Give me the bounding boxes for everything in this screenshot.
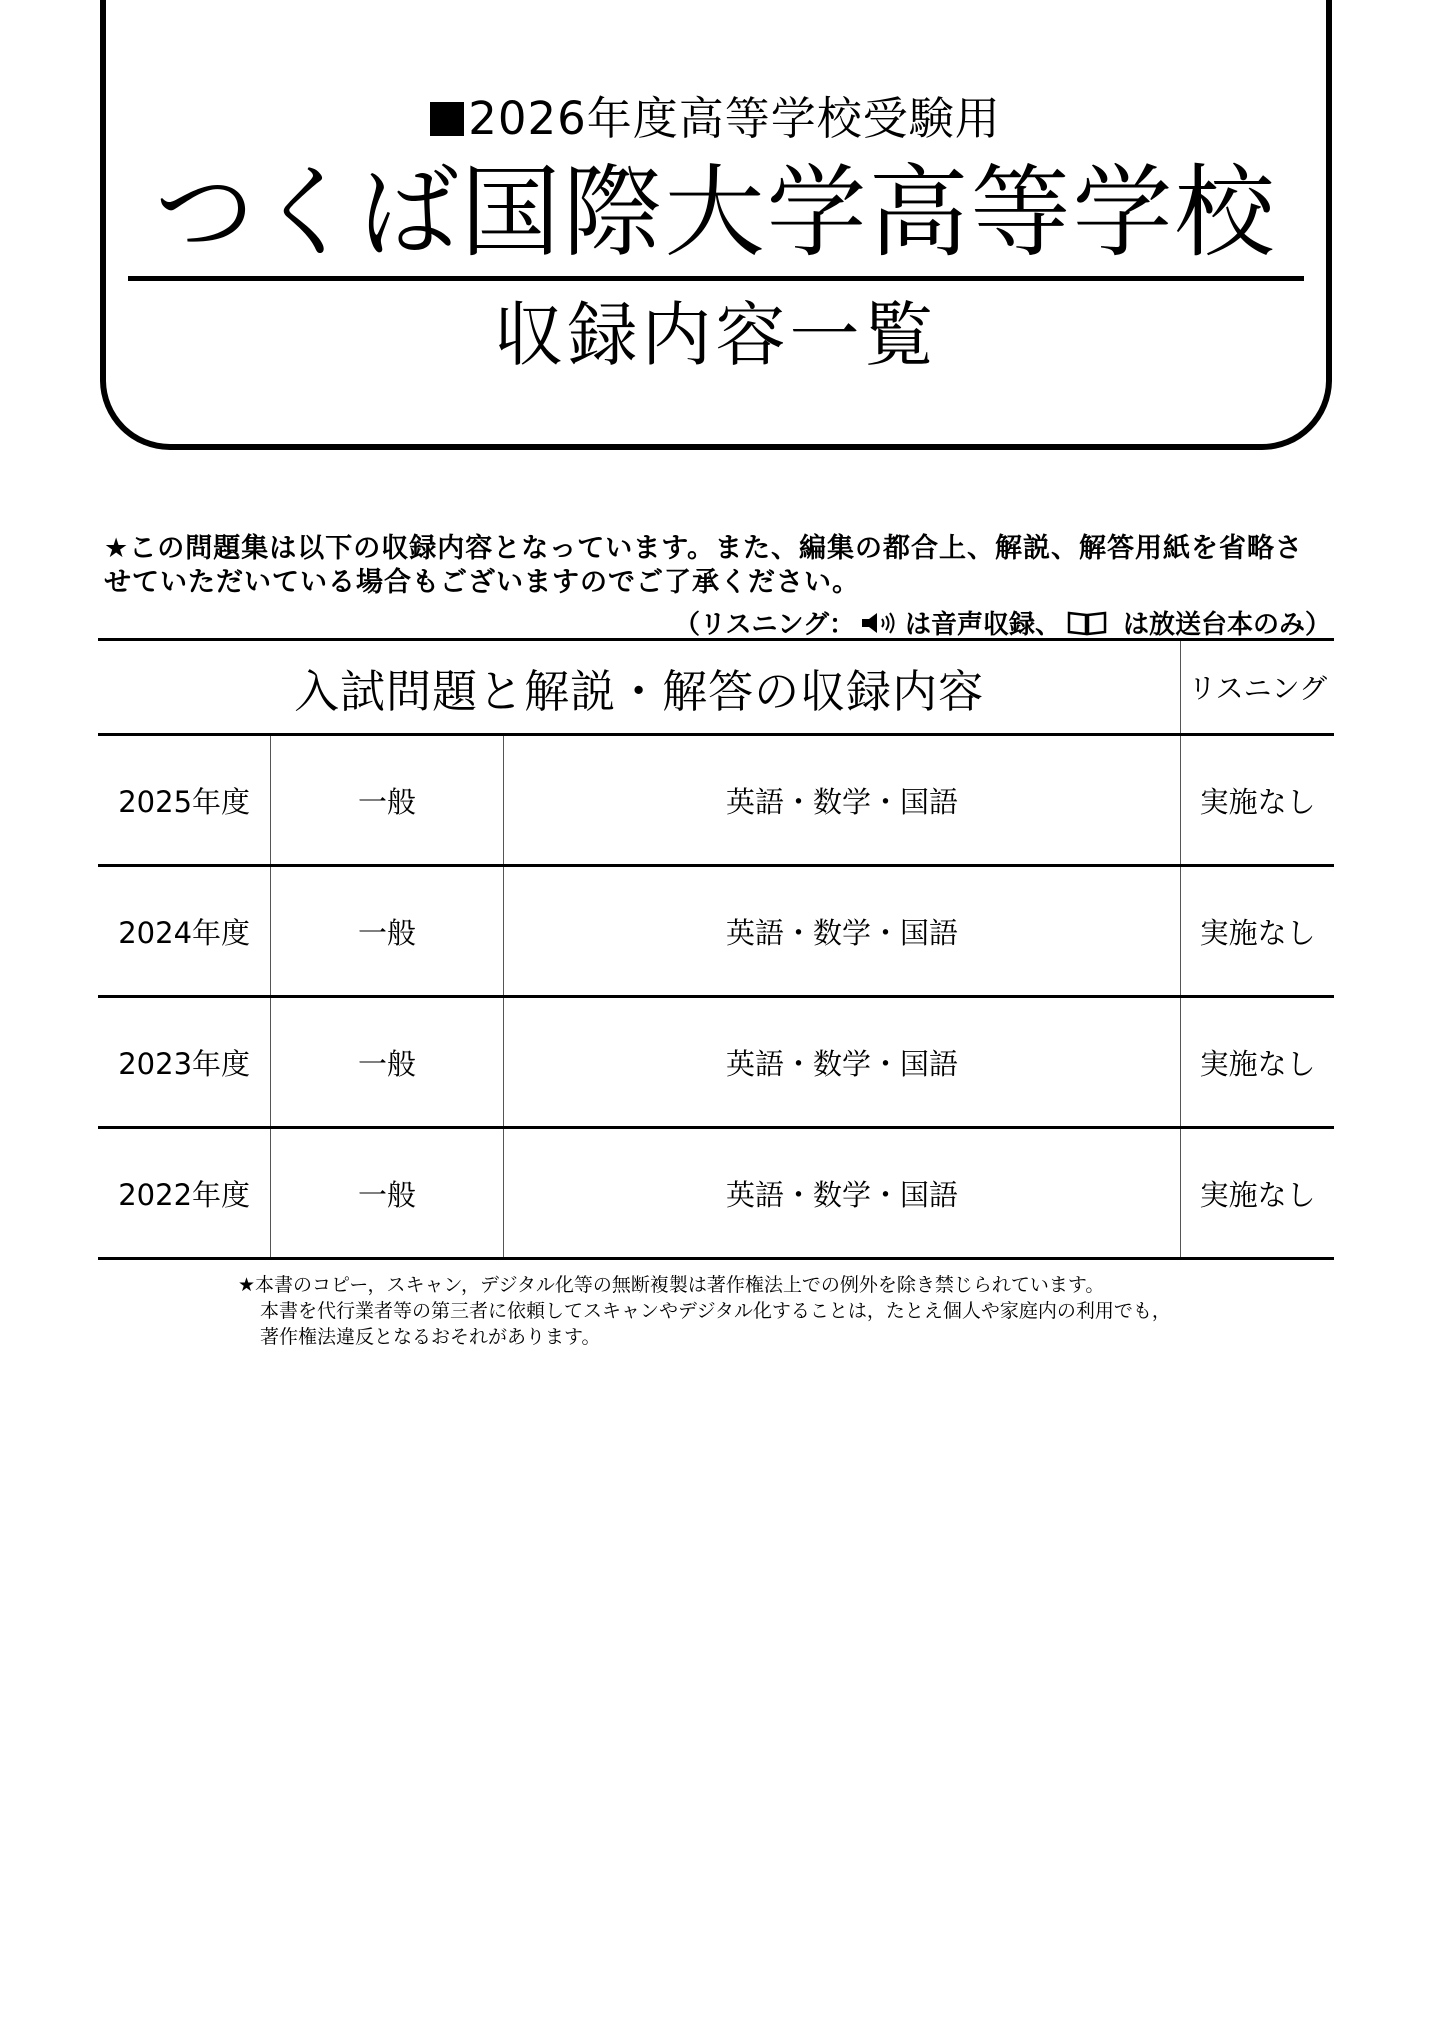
table-row [98,1128,1334,1259]
row-year: 2025年度 [98,735,271,866]
header-listening: リスニング [1181,640,1334,735]
row-listening: 実施なし [1181,866,1334,997]
row-subjects: 英語・数学・国語 [503,866,1181,997]
title-divider [128,276,1304,281]
row-type: 一般 [271,866,504,997]
row-subjects: 英語・数学・国語 [503,1128,1181,1259]
exam-year-label [0,82,1431,147]
row-listening: 実施なし [1181,1128,1334,1259]
row-year: 2024年度 [98,866,271,997]
book-icon [1067,610,1107,636]
notice-line-1: ★この問題集は以下の収録内容となっています。また、編集の都合上、解説、解答用紙を省略さ [104,533,1304,564]
notice-text [104,532,1334,600]
footnote-line-2: 本書を代行業者等の第三者に依頼してスキャンやデジタル化することは，たとえ個人や家庭内の利用でも， [260,1300,1171,1322]
table-row [98,735,1334,866]
header-main: 入試問題と解説・解答の収録内容 [98,640,1181,735]
legend-audio-text: は音声収録、 [904,610,1061,640]
school-name: つくば国際大学高等学校 [154,154,1277,271]
row-type: 一般 [271,1128,504,1259]
contents-title: 収録内容一覧 [493,294,938,376]
table-row [98,997,1334,1128]
legend-open: （リスニング： [674,610,855,640]
square-bullet-icon [430,102,464,136]
table-row [98,866,1334,997]
row-subjects: 英語・数学・国語 [503,997,1181,1128]
speaker-icon [861,612,899,634]
row-type: 一般 [271,735,504,866]
table-header-row [98,640,1334,735]
row-type: 一般 [271,997,504,1128]
row-listening: 実施なし [1181,997,1334,1128]
contents-table [98,638,1334,1260]
row-year: 2023年度 [98,997,271,1128]
legend-script-text: は放送台本のみ） [1122,610,1331,640]
row-listening: 実施なし [1181,735,1334,866]
notice-line-2: せていただいている場合もございますのでご了承ください。 [104,567,860,598]
footnote-line-1: ★本書のコピー，スキャン，デジタル化等の無断複製は著作権法上での例外を除き禁じられています。 [238,1274,1105,1296]
row-subjects: 英語・数学・国語 [503,735,1181,866]
row-year: 2022年度 [98,1128,271,1259]
exam-year-text: 2026年度高等学校受験用 [468,92,1001,145]
listening-legend [674,604,1331,641]
copyright-footnote [238,1272,1171,1350]
footnote-line-3: 著作権法違反となるおそれがあります。 [260,1326,601,1348]
